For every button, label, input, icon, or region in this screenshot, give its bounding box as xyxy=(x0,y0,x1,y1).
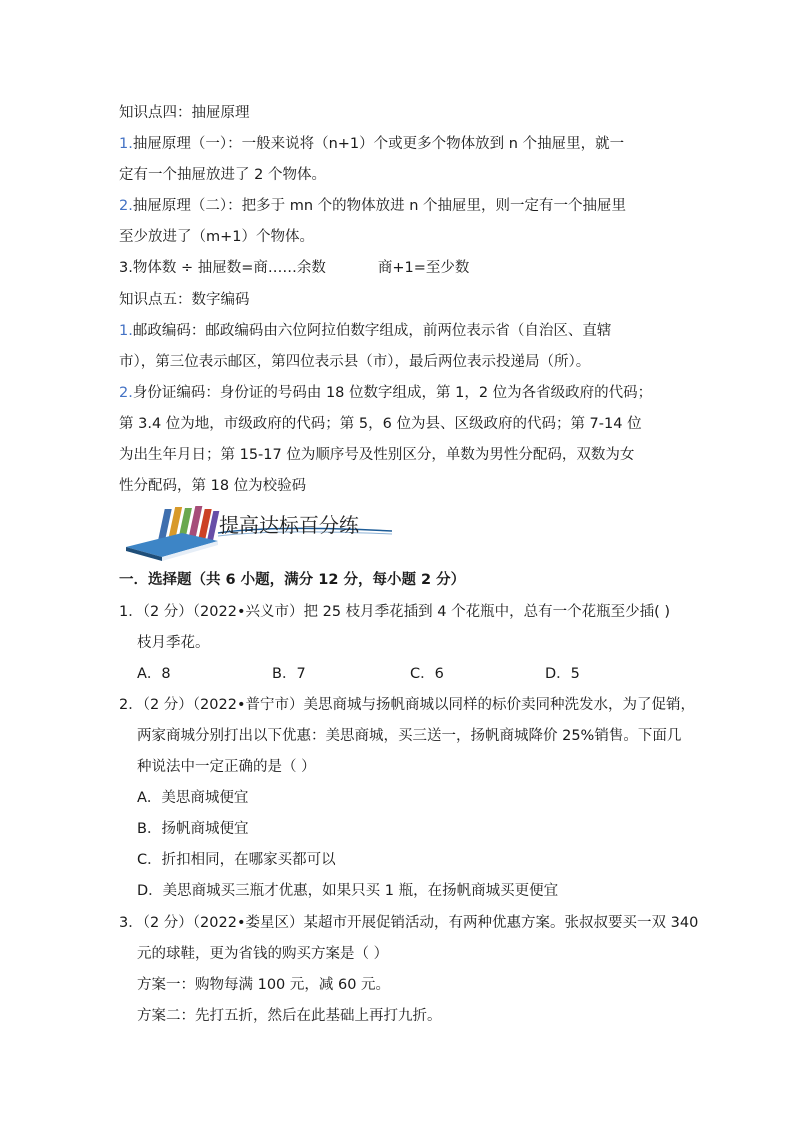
banner-title: 提高达标百分练 xyxy=(219,513,359,537)
kp5-p2-text: 身份证编码：身份证的号码由 18 位数字组成，第 1，2 位为各省级政府的代码； xyxy=(132,385,653,401)
section1-heading: 一．选择题（共 6 小题，满分 12 分，每小题 2 分） xyxy=(119,572,466,588)
q1-option-d: D．5 xyxy=(545,666,580,682)
kp4-p1-line1 xyxy=(119,134,624,154)
kp4-p1-text: 抽屉原理（一）：一般来说将（n+1）个或更多个物体放到 n 个抽屉里，就一 xyxy=(132,136,625,152)
q2-line3: 种说法中一定正确的是（ ） xyxy=(137,759,316,775)
kp4-p2-line2: 至少放进了（m+1）个物体。 xyxy=(119,229,314,245)
kp5-p1-line1 xyxy=(119,321,611,341)
kp4-p1-line2: 定有一个抽屉放进了 2 个物体。 xyxy=(119,167,326,183)
kp5-p2-number: 2. xyxy=(119,385,133,401)
q2-line1: 2．（2 分）（2022•普宁市）美思商城与扬帆商城以同样的标价卖同种洗发水，为了促销， xyxy=(119,697,696,713)
kp5-p2-line2: 第 3.4 位为地，市级政府的代码；第 5，6 位为县、区级政府的代码；第 7-14 位 xyxy=(119,416,642,432)
kp5-p2-line3: 为出生年月日；第 15-17 位为顺序号及性别区分，单数为男性分配码，双数为女 xyxy=(119,447,635,463)
kp5-p2-line4: 性分配码，第 18 位为校验码 xyxy=(119,478,307,494)
q2-option-b: B．扬帆商城便宜 xyxy=(137,821,249,837)
q2-line2: 两家商城分别打出以下优惠：美思商城，买三送一，扬帆商城降价 25%销售。下面几 xyxy=(137,728,682,744)
kp4-p3-result: 商+1=至少数 xyxy=(377,260,470,276)
q3-line2: 元的球鞋，更为省钱的购买方案是（ ） xyxy=(137,946,389,962)
kp5-p2-line1 xyxy=(119,383,652,403)
kp4-p1-number: 1. xyxy=(119,136,133,152)
kp4-heading: 知识点四：抽屉原理 xyxy=(119,105,250,121)
kp4-p2-text: 抽屉原理（二）：把多于 mn 个的物体放进 n 个抽屉里，则一定有一个抽屉里 xyxy=(132,198,627,214)
q3-line1: 3．（2 分）（2022•娄星区）某超市开展促销活动，有两种优惠方案。张叔叔要买一双 340 xyxy=(119,915,699,931)
q2-option-a: A．美思商城便宜 xyxy=(137,790,249,806)
q1-option-b: B．7 xyxy=(272,666,306,682)
q2-option-c: C．折扣相同，在哪家买都可以 xyxy=(137,852,336,868)
kp5-p1-number: 1. xyxy=(119,323,133,339)
kp4-p2-line1 xyxy=(119,196,626,216)
q1-option-c: C．6 xyxy=(410,666,444,682)
kp5-heading: 知识点五：数字编码 xyxy=(119,292,250,308)
kp5-p1-line2: 市），第三位表示邮区，第四位表示县（市），最后两位表示投递局（所）。 xyxy=(119,354,591,370)
q3-plan1: 方案一：购物每满 100 元，减 60 元。 xyxy=(137,977,391,993)
q3-plan2: 方案二：先打五折，然后在此基础上再打九折。 xyxy=(137,1008,442,1024)
q2-option-d: D．美思商城买三瓶才优惠，如果只买 1 瓶，在扬帆商城买更便宜 xyxy=(137,883,559,899)
kp4-p3-formula: 3.物体数 ÷ 抽屉数=商……余数 xyxy=(119,260,326,276)
kp4-p2-number: 2. xyxy=(119,198,133,214)
q1-line1: 1．（2 分）（2022•兴义市）把 25 枝月季花插到 4 个花瓶中，总有一个花瓶至少插( ) xyxy=(119,604,671,620)
q1-line2: 枝月季花。 xyxy=(137,635,210,651)
q1-option-a: A．8 xyxy=(137,666,171,682)
kp4-p3-line xyxy=(119,258,469,278)
kp5-p1-text: 邮政编码：邮政编码由六位阿拉伯数字组成，前两位表示省（自治区、直辖 xyxy=(132,323,612,339)
